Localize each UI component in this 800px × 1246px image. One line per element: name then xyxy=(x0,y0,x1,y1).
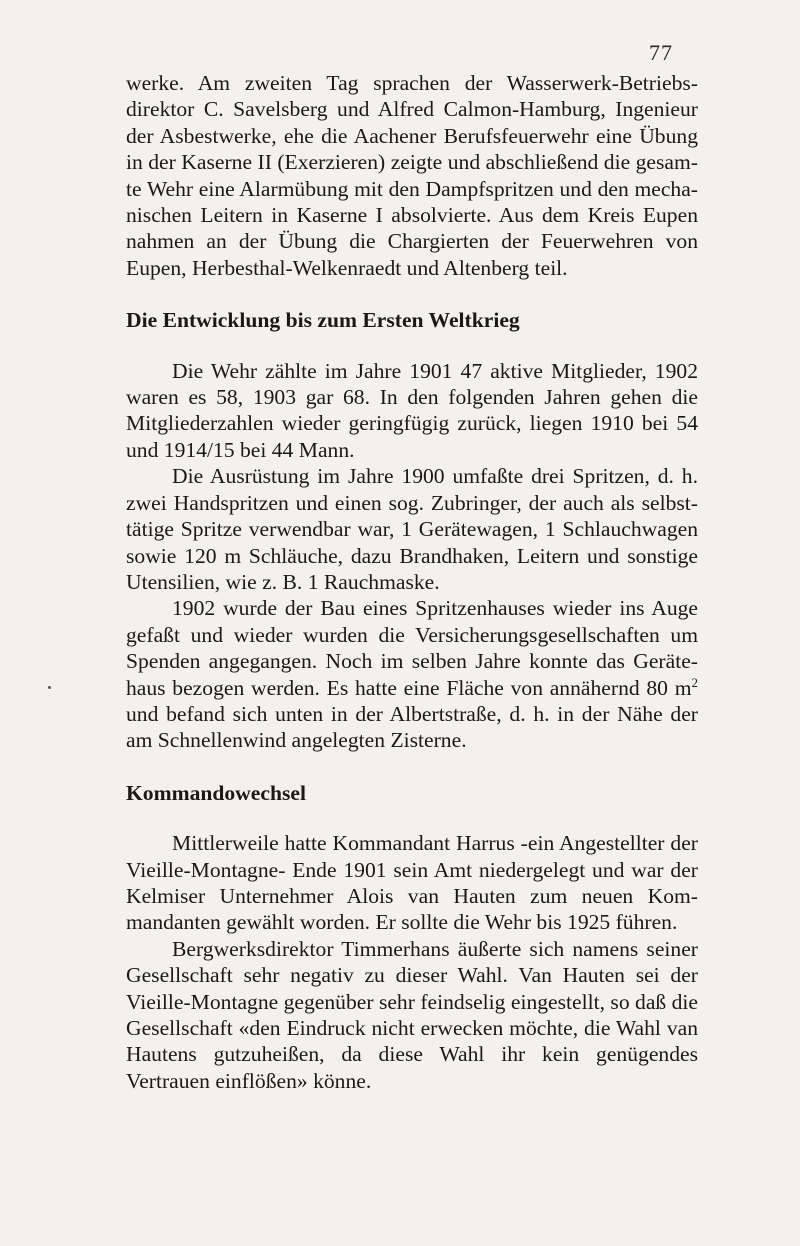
paragraph-kommandant: Mittlerweile hatte Kommandant Harrus -ein Angestellter der Vieille-Montagne- Ende 1901 sein Amt niedergelegt und war der Kelmiser Unternehmer Alois van Hauten zum neuen Kommandanten gewählt worden. Er sollte die Wehr bis 1925 führen. xyxy=(126,831,698,935)
area-superscript: 2 xyxy=(691,674,698,690)
spritzenhaus-text: 1902 wurde der Bau eines Spritzenhauses wieder ins Auge gefaßt und wieder wurden die Versicherungsgesellschaften um Spenden angegangen. Noch im selben Jahre konnte das Gerätehaus bezogen werden. Es hatte eine Fläche von annähernd 80 m xyxy=(126,596,698,700)
spritzenhaus-text-continued: und befand sich unten in der Albertstraße, d. h. in der Nähe der am Schnellenwind angelegten Zisterne. xyxy=(126,701,698,753)
paragraph-timmerhans: Bergwerksdirektor Timmerhans äußerte sich namens seiner Gesellschaft sehr negativ zu dieser Wahl. Van Hauten sei der Vieille-Montagne gegenüber sehr feindselig eingestellt, so daß die Gesellschaft «den Eindruck nicht erwecken möchte, die Wahl van Hautens gutzuheißen, da diese Wahl ihr kein genügendes Vertrauen einflößen» könne. xyxy=(126,936,698,1093)
page-body xyxy=(126,70,698,1094)
margin-speck xyxy=(48,686,51,689)
section-heading-entwicklung: Die Entwicklung bis zum Ersten Weltkrieg xyxy=(126,308,520,333)
intro-paragraph: werke. Am zweiten Tag sprachen der Wasserwerk-Betriebsdirektor C. Savelsberg und Alfred Calmon-Hamburg, Ingenieur der Asbestwerke, ehe die Aachener Berufsfeuerwehr eine Übung in der Kaserne II (Exerzieren) zeigte und abschließend die gesamte Wehr eine Alarmübung mit den Dampfspritzen und den mechanischen Leitern in Kaserne I absolvierte. Aus dem Kreis Eupen nahmen an der Übung die Chargierten der Feuerwehren von Eupen, Herbesthal-Welkenraedt und Altenberg teil. xyxy=(126,71,698,280)
paragraph-mitglieder: Die Wehr zählte im Jahre 1901 47 aktive Mitglieder, 1902 waren es 58, 1903 gar 68. In den folgenden Jahren gehen die Mitgliederzahlen wieder geringfügig zurück, liegen 1910 bei 54 und 1914/15 bei 44 Mann. xyxy=(126,358,698,462)
paragraph-spritzenhaus xyxy=(126,595,698,753)
page-number: 77 xyxy=(649,40,673,65)
paragraph-ausruestung: Die Ausrüstung im Jahre 1900 umfaßte drei Spritzen, d. h. zwei Handspritzen und einen sog. Zubringer, der auch als selbsttätige Spritze verwendbar war, 1 Gerätewagen, 1 Schlauchwagen sowie 120 m Schläuche, dazu Brandhaken, Leitern und sonstige Utensilien, wie z. B. 1 Rauchmaske. xyxy=(126,464,698,594)
section-heading-kommandowechsel: Kommandowechsel xyxy=(126,780,306,805)
